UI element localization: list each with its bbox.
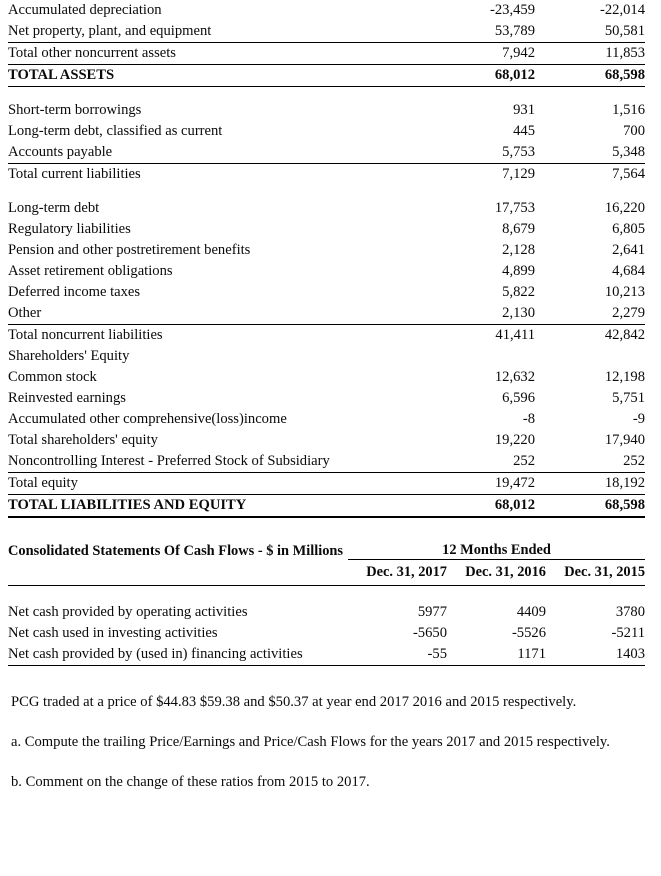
row-value-2015: -5211 <box>611 625 646 641</box>
gap-cell-3 <box>546 586 645 603</box>
table-row <box>8 100 645 121</box>
row-value-2017: -23,459 <box>490 2 535 18</box>
row-label: Net cash provided by (used in) financing activities <box>8 644 348 666</box>
row-label: Shareholders' Equity <box>8 348 130 364</box>
spacer-cell <box>425 87 535 101</box>
table-row <box>8 240 645 261</box>
table-row <box>8 430 645 451</box>
spacer-cell <box>535 87 645 101</box>
row-value-2017: 68,012 <box>425 65 535 87</box>
row-label: Total current liabilities <box>8 166 141 182</box>
row-label: Asset retirement obligations <box>8 263 173 279</box>
row-value-2017: -8 <box>522 411 535 427</box>
row-label: Long-term debt, classified as current <box>8 123 223 139</box>
row-value-2017 <box>425 346 535 367</box>
row-label: Regulatory liabilities <box>8 221 131 237</box>
table-row <box>8 495 645 517</box>
gap-cell-1 <box>348 586 447 603</box>
table-row <box>8 0 645 21</box>
table-row <box>8 346 645 367</box>
row-label: Accumulated depreciation <box>8 2 162 18</box>
balance-sheet-table <box>8 0 645 517</box>
row-value-2016: 11,853 <box>535 43 645 65</box>
row-value-2016: 1171 <box>447 644 546 666</box>
row-value-2016: 12,198 <box>604 369 645 385</box>
row-value-2016: 4,684 <box>612 263 645 279</box>
table-row <box>8 261 645 282</box>
row-value-2017: 8,679 <box>502 221 535 237</box>
row-label: Short-term borrowings <box>8 102 142 118</box>
row-value-2016: 1,516 <box>612 102 645 118</box>
date-row-spacer <box>8 560 348 586</box>
table-row <box>8 142 645 164</box>
row-value-2016: 50,581 <box>535 21 645 43</box>
row-value-2017: 68,012 <box>425 495 535 517</box>
row-value-2016: 68,598 <box>535 495 645 517</box>
row-value-2016: -22,014 <box>600 2 645 18</box>
row-value-2017: 41,411 <box>495 327 535 343</box>
table-row <box>8 43 645 65</box>
row-label: Long-term debt <box>8 200 100 216</box>
table-row <box>8 325 645 347</box>
cash-flow-date-row <box>8 560 645 586</box>
table-row <box>8 121 645 142</box>
row-value-2016: 5,751 <box>612 390 645 406</box>
spacer-cell <box>535 185 645 198</box>
table-row <box>8 451 645 473</box>
table-row <box>8 367 645 388</box>
question-b: b. Comment on the change of these ratios from 2015 to 2017. <box>11 774 370 790</box>
table-row <box>8 65 645 87</box>
row-label: Total equity <box>8 473 425 495</box>
row-value-2017: -55 <box>348 644 447 666</box>
cash-flow-title: Consolidated Statements Of Cash Flows - $ in Millions <box>8 518 348 560</box>
table-row <box>8 198 645 219</box>
table-row <box>8 388 645 409</box>
table-row <box>8 473 645 495</box>
row-value-2016 <box>535 346 645 367</box>
row-value-2016: 4409 <box>516 604 546 620</box>
row-value-2016: 10,213 <box>604 284 645 300</box>
row-value-2017: 7,129 <box>502 166 535 182</box>
row-value-2016: 17,940 <box>604 432 645 448</box>
row-value-2016: 2,279 <box>535 303 645 325</box>
column-header-2017: Dec. 31, 2017 <box>348 560 447 586</box>
table-row <box>8 219 645 240</box>
row-label: Noncontrolling Interest - Preferred Stock of Subsidiary <box>8 451 425 473</box>
period-header: 12 Months Ended <box>348 518 645 560</box>
table-row <box>8 164 645 186</box>
question-a: a. Compute the trailing Price/Earnings and Price/Cash Flows for the years 2017 and 2015 respectively. <box>11 734 610 750</box>
row-value-2015: 1403 <box>546 644 645 666</box>
row-value-2017: 19,220 <box>494 432 535 448</box>
row-label: Deferred income taxes <box>8 284 141 300</box>
row-label: Total other noncurrent assets <box>8 43 425 65</box>
spacer-cell <box>8 87 425 101</box>
row-value-2017: 7,942 <box>425 43 535 65</box>
price-note: PCG traded at a price of $44.83 $59.38 and $50.37 at year end 2017 2016 and 2015 respectively. <box>11 694 577 710</box>
table-row <box>8 602 645 623</box>
row-value-2016: 7,564 <box>612 166 645 182</box>
table-spacer-row <box>8 185 645 198</box>
row-label: Accumulated other comprehensive(loss)income <box>8 411 287 427</box>
row-value-2016: 18,192 <box>535 473 645 495</box>
row-value-2017: 6,596 <box>502 390 535 406</box>
row-value-2016: 700 <box>623 123 645 139</box>
row-value-2017: 445 <box>513 123 535 139</box>
table-row <box>8 409 645 430</box>
table-row <box>8 623 645 644</box>
row-label: Accounts payable <box>8 142 425 164</box>
table-spacer-row <box>8 87 645 101</box>
row-value-2016: 252 <box>535 451 645 473</box>
row-value-2017: 931 <box>513 102 535 118</box>
row-value-2016: 2,641 <box>612 242 645 258</box>
row-label: Common stock <box>8 369 97 385</box>
row-value-2016: -9 <box>632 411 645 427</box>
row-value-2016: 42,842 <box>604 327 645 343</box>
column-header-2015: Dec. 31, 2015 <box>546 560 645 586</box>
cash-flow-gap-row <box>8 586 645 603</box>
cash-flow-section <box>8 517 653 666</box>
row-label: Other <box>8 303 425 325</box>
cash-flow-header-row <box>8 518 645 560</box>
gap-cell-2 <box>447 586 546 603</box>
row-value-2017: 2,130 <box>425 303 535 325</box>
row-label: TOTAL LIABILITIES AND EQUITY <box>8 495 425 517</box>
row-value-2017: 2,128 <box>502 242 535 258</box>
row-value-2016: 68,598 <box>535 65 645 87</box>
gap-cell-label <box>8 586 348 603</box>
spacer-cell <box>8 185 425 198</box>
row-label: Net property, plant, and equipment <box>8 21 425 43</box>
row-value-2016: 6,805 <box>612 221 645 237</box>
row-value-2017: 12,632 <box>494 369 535 385</box>
row-value-2017: 4,899 <box>502 263 535 279</box>
row-label: Pension and other postretirement benefits <box>8 242 251 258</box>
row-value-2017: 252 <box>425 451 535 473</box>
row-value-2017: 5977 <box>417 604 447 620</box>
row-value-2017: 17,753 <box>494 200 535 216</box>
row-value-2015: 3780 <box>615 604 646 620</box>
table-row <box>8 303 645 325</box>
row-label: TOTAL ASSETS <box>8 65 425 87</box>
row-value-2017: 5,822 <box>502 284 535 300</box>
spacer-cell <box>425 185 535 198</box>
row-value-2016: 5,348 <box>535 142 645 164</box>
table-row <box>8 21 645 43</box>
cash-flow-table <box>8 517 645 666</box>
table-row <box>8 644 645 666</box>
row-value-2017: 19,472 <box>425 473 535 495</box>
table-row <box>8 282 645 303</box>
row-label: Total noncurrent liabilities <box>8 327 163 343</box>
row-value-2017: -5650 <box>412 625 447 641</box>
row-label: Net cash provided by operating activities <box>8 604 248 620</box>
row-value-2016: -5526 <box>511 625 546 641</box>
row-label: Total shareholders' equity <box>8 432 158 448</box>
column-header-2016: Dec. 31, 2016 <box>447 560 546 586</box>
row-value-2017: 53,789 <box>425 21 535 43</box>
row-value-2017: 5,753 <box>425 142 535 164</box>
row-label: Net cash used in investing activities <box>8 625 218 641</box>
row-label: Reinvested earnings <box>8 390 126 406</box>
row-value-2016: 16,220 <box>604 200 645 216</box>
notes-section <box>8 692 641 792</box>
